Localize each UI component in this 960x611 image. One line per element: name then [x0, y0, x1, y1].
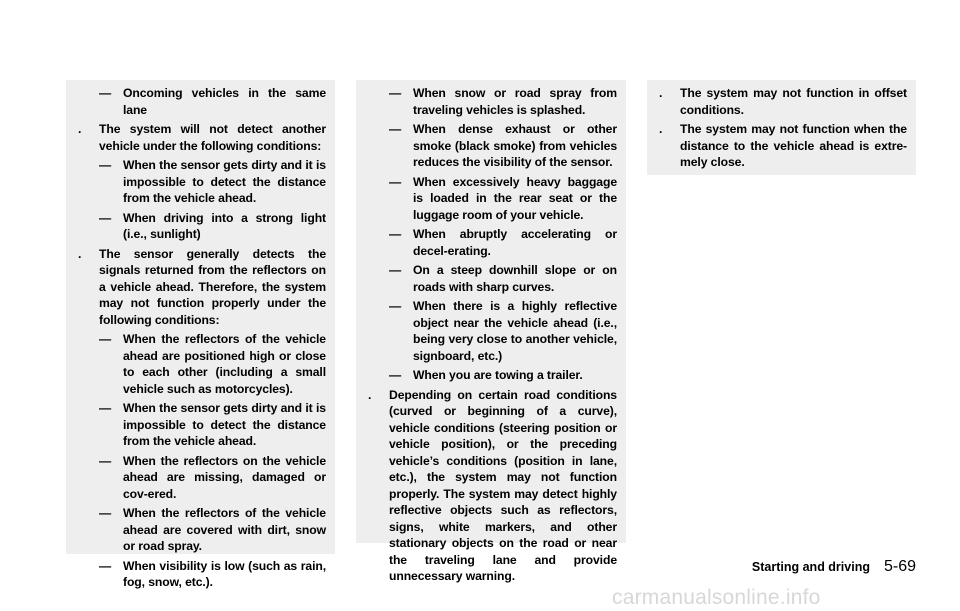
item-text: When dense exhaust or other smoke (black smoke) from vehicles reduces the visibility of the sensor.	[413, 122, 617, 169]
bullet-item	[365, 387, 617, 585]
dash-item	[75, 85, 326, 118]
item-text: When abruptly accelerating or decel-erating.	[413, 227, 617, 258]
dash-marker: —	[389, 227, 402, 241]
dash-marker: —	[99, 401, 112, 415]
item-text: When there is a highly reflective object near the vehicle ahead (i.e., being very close to another vehicle, signboard, etc.)	[413, 299, 617, 363]
dash-item	[75, 210, 326, 243]
dash-item	[75, 400, 326, 450]
item-text: The system may not function in offset conditions.	[680, 86, 907, 117]
dash-item	[365, 262, 617, 295]
item-text: Depending on certain road conditions (curved or beginning of a curve), vehicle conditions (steering position or vehicle position), or the preceding vehicle’s conditions (position in lane, etc.), the system may not function properly. The system may detect highly reflective objects such as reflectors, signs, white markers, and other stationary objects on the road or near the traveling lane and provide unnecessary warning.	[389, 387, 617, 583]
dash-item	[75, 558, 326, 591]
dash-marker: —	[389, 86, 402, 100]
dash-item	[365, 174, 617, 224]
dash-marker: —	[99, 453, 112, 468]
bullet-item	[75, 246, 326, 329]
text-column-2	[356, 80, 626, 583]
dash-item	[75, 453, 326, 503]
dash-item	[75, 505, 326, 555]
bullet-marker: .	[78, 122, 82, 136]
item-text: The system may not function when the distance to the vehicle ahead is extre-mely close.	[680, 122, 907, 169]
bullet-item	[656, 85, 907, 118]
page-number: 5-69	[883, 558, 916, 575]
dash-marker: —	[389, 174, 402, 189]
item-text: When the sensor gets dirty and it is impossible to detect the distance from the vehicle ahead.	[123, 158, 326, 205]
item-text: The system will not detect another vehicle under the following conditions:	[99, 122, 326, 153]
dash-marker: —	[99, 158, 112, 172]
dash-marker: —	[99, 210, 112, 225]
page-footer	[752, 558, 916, 576]
text-column-1	[66, 80, 335, 589]
item-text: When the reflectors of the vehicle ahead are positioned high or close to each other (including a small vehicle such as motorcycles).	[123, 332, 326, 396]
dash-item	[75, 157, 326, 207]
item-text: When the reflectors on the vehicle ahead are missing, damaged or cov-ered.	[123, 453, 326, 501]
item-text: When excessively heavy baggage is loaded in the rear seat or the luggage room of your vehicle.	[413, 174, 617, 222]
dash-marker: —	[99, 332, 112, 346]
dash-marker: —	[389, 263, 402, 277]
item-text: Oncoming vehicles in the same lane	[123, 86, 326, 117]
dash-item	[365, 121, 617, 171]
item-text: When driving into a strong light (i.e., sunlight)	[123, 210, 326, 241]
dash-marker: —	[389, 299, 402, 313]
dash-item	[365, 226, 617, 259]
bullet-item	[656, 121, 907, 171]
item-text: When snow or road spray from traveling vehicles is splashed.	[413, 86, 617, 117]
bullet-marker: .	[659, 86, 663, 100]
item-text: On a steep downhill slope or on roads with sharp curves.	[413, 263, 617, 294]
dash-marker: —	[389, 368, 402, 382]
bullet-item	[75, 121, 326, 154]
item-text: The sensor generally detects the signals returned from the reflectors on a vehicle ahead. Therefore, the system may not function properly under the following conditions:	[99, 246, 326, 327]
bullet-marker: .	[368, 387, 372, 402]
dash-item	[75, 331, 326, 397]
item-text: When visibility is low (such as rain, fog, snow, etc.).	[123, 558, 326, 589]
section-title: Starting and driving	[751, 560, 870, 574]
watermark: carmanualsonline.info	[612, 586, 821, 609]
dash-marker: —	[99, 506, 112, 520]
item-text: When you are towing a trailer.	[413, 368, 583, 382]
dash-item	[365, 298, 617, 364]
dash-marker: —	[99, 558, 112, 573]
item-text: When the reflectors of the vehicle ahead are covered with dirt, snow or road spray.	[123, 506, 326, 553]
item-text: When the sensor gets dirty and it is impossible to detect the distance from the vehicle ahead.	[123, 401, 326, 448]
text-column-3	[647, 80, 916, 175]
dash-marker: —	[99, 86, 112, 100]
dash-marker: —	[389, 122, 402, 136]
dash-item	[365, 367, 617, 384]
bullet-marker: .	[78, 246, 82, 261]
dash-item	[365, 85, 617, 118]
bullet-marker: .	[659, 122, 663, 136]
